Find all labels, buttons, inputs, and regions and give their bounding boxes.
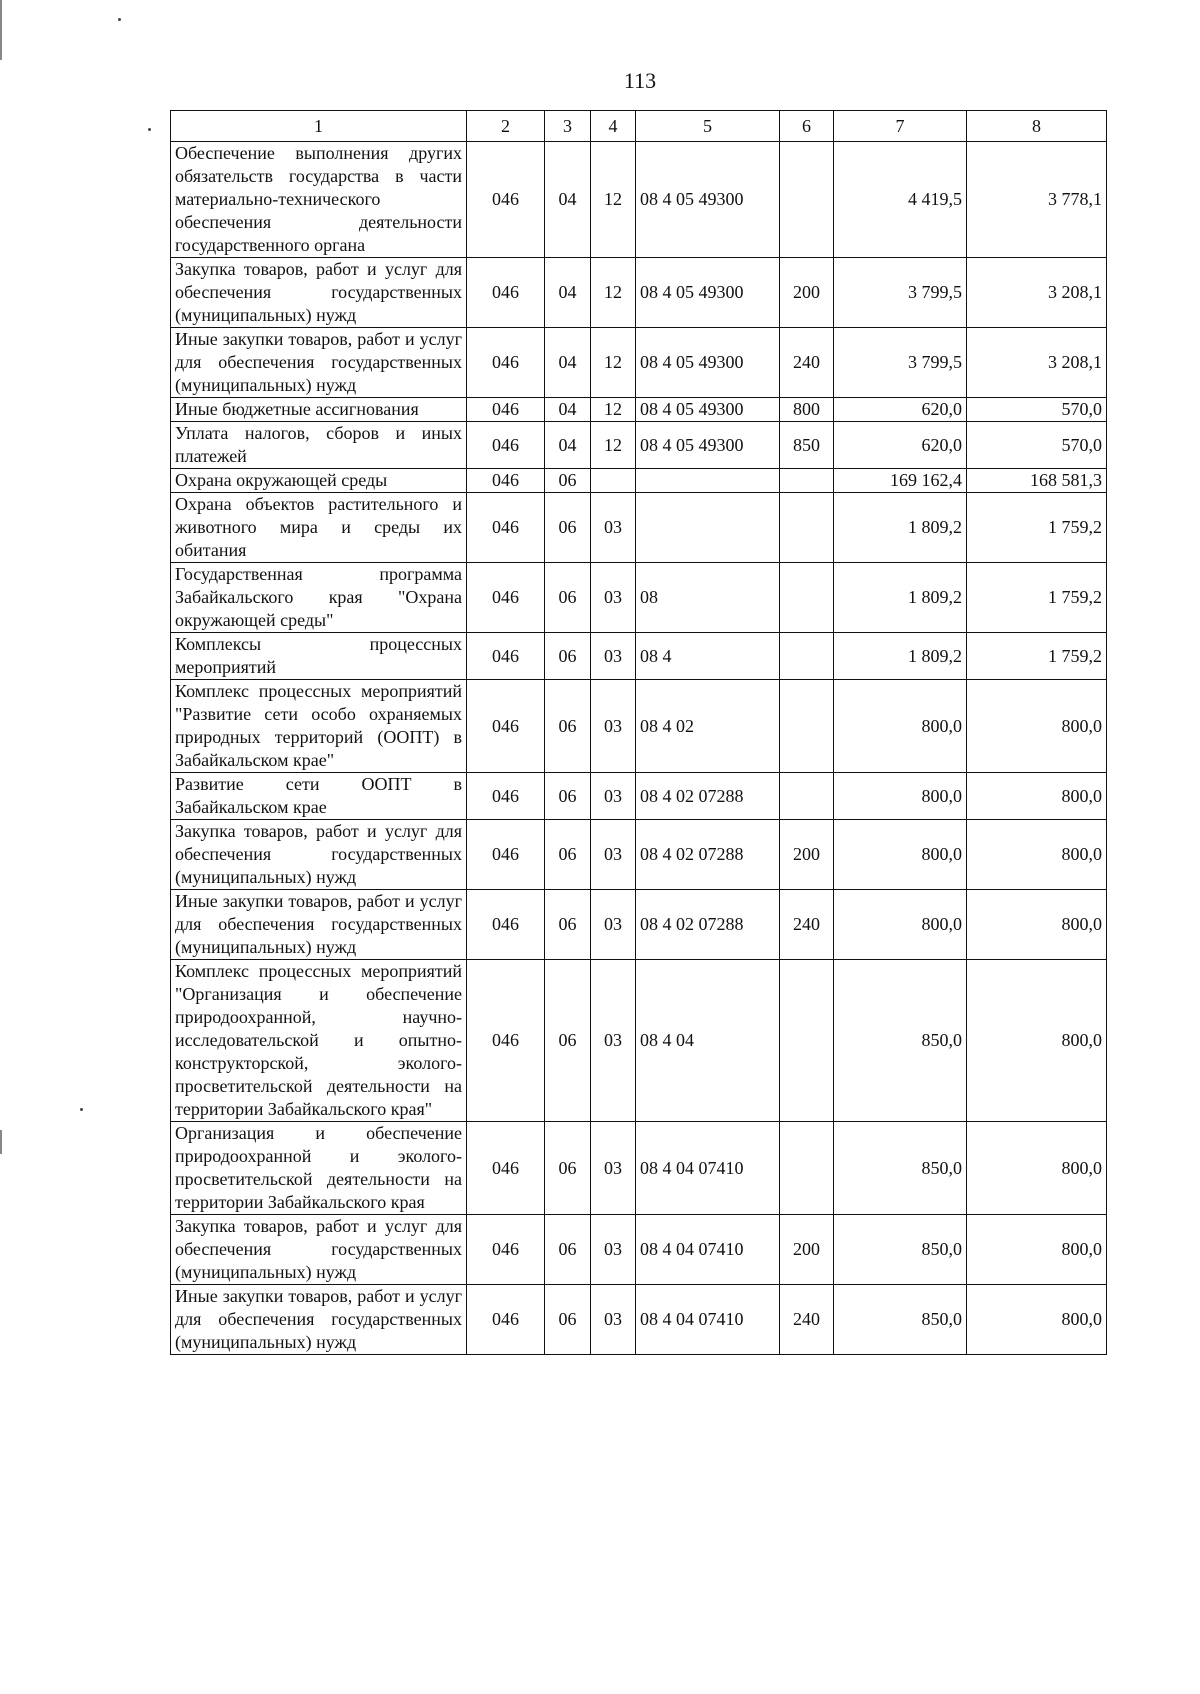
expense-type-cell: 800 (780, 398, 834, 422)
amount-col7-cell: 800,0 (834, 890, 967, 960)
row-name-cell: Организация и обеспечение природоохранной и эколого-просветительской деятельности на территории Забайкальского края (171, 1122, 467, 1215)
table-row (171, 328, 1107, 398)
subsection-code-cell: 03 (591, 1122, 636, 1215)
ved-code-cell: 046 (467, 422, 545, 469)
expense-type-cell (780, 563, 834, 633)
table-row (171, 469, 1107, 493)
subsection-code-cell: 12 (591, 142, 636, 258)
row-name-cell: Комплексы процессных мероприятий (171, 633, 467, 680)
table-row (171, 493, 1107, 563)
scan-edge-mark (0, 1130, 2, 1154)
table-row (171, 1215, 1107, 1285)
row-name-cell: Иные закупки товаров, работ и услуг для обеспечения государственных (муниципальных) нужд (171, 328, 467, 398)
section-code-cell: 04 (545, 258, 591, 328)
ved-code-cell: 046 (467, 680, 545, 773)
table-row (171, 890, 1107, 960)
row-name-cell: Охрана объектов растительного и животного мира и среды их обитания (171, 493, 467, 563)
ved-code-cell: 046 (467, 960, 545, 1122)
scan-speck (80, 1108, 83, 1111)
ved-code-cell: 046 (467, 328, 545, 398)
target-article-cell: 08 4 02 07288 (636, 820, 780, 890)
expense-type-cell (780, 960, 834, 1122)
amount-col7-cell: 850,0 (834, 1122, 967, 1215)
amount-col8-cell: 168 581,3 (967, 469, 1107, 493)
section-code-cell: 06 (545, 1215, 591, 1285)
row-name-cell: Развитие сети ООПТ в Забайкальском крае (171, 773, 467, 820)
section-code-cell: 04 (545, 142, 591, 258)
row-name-cell: Государственная программа Забайкальского края "Охрана окружающей среды" (171, 563, 467, 633)
row-name-cell: Иные закупки товаров, работ и услуг для обеспечения государственных (муниципальных) нужд (171, 890, 467, 960)
subsection-code-cell: 12 (591, 398, 636, 422)
table-row (171, 680, 1107, 773)
amount-col8-cell: 1 759,2 (967, 633, 1107, 680)
header-cell: 7 (834, 111, 967, 142)
row-name-cell: Охрана окружающей среды (171, 469, 467, 493)
table-row (171, 398, 1107, 422)
target-article-cell: 08 4 05 49300 (636, 142, 780, 258)
amount-col7-cell: 620,0 (834, 398, 967, 422)
section-code-cell: 06 (545, 1285, 591, 1355)
expense-type-cell: 240 (780, 890, 834, 960)
ved-code-cell: 046 (467, 142, 545, 258)
target-article-cell (636, 493, 780, 563)
amount-col7-cell: 1 809,2 (834, 563, 967, 633)
subsection-code-cell: 03 (591, 890, 636, 960)
row-name-cell: Комплекс процессных мероприятий "Организация и обеспечение природоохранной, научно-исследовательской и опытно- конструкторской, эколого-просветительской деятельности на территории Забайкальского края" (171, 960, 467, 1122)
header-cell: 3 (545, 111, 591, 142)
subsection-code-cell: 03 (591, 563, 636, 633)
expense-type-cell: 200 (780, 820, 834, 890)
amount-col8-cell: 570,0 (967, 422, 1107, 469)
subsection-code-cell: 12 (591, 422, 636, 469)
section-code-cell: 06 (545, 960, 591, 1122)
table-row (171, 1122, 1107, 1215)
amount-col7-cell: 1 809,2 (834, 633, 967, 680)
ved-code-cell: 046 (467, 1215, 545, 1285)
amount-col8-cell: 800,0 (967, 680, 1107, 773)
table-row (171, 960, 1107, 1122)
header-cell: 1 (171, 111, 467, 142)
amount-col8-cell: 800,0 (967, 773, 1107, 820)
amount-col8-cell: 800,0 (967, 1122, 1107, 1215)
header-cell: 5 (636, 111, 780, 142)
section-code-cell: 06 (545, 680, 591, 773)
ved-code-cell: 046 (467, 633, 545, 680)
amount-col8-cell: 800,0 (967, 960, 1107, 1122)
table-row (171, 820, 1107, 890)
expense-type-cell (780, 1122, 834, 1215)
target-article-cell: 08 4 04 07410 (636, 1122, 780, 1215)
amount-col8-cell: 570,0 (967, 398, 1107, 422)
subsection-code-cell: 03 (591, 680, 636, 773)
section-code-cell: 06 (545, 493, 591, 563)
amount-col8-cell: 800,0 (967, 890, 1107, 960)
table-row (171, 633, 1107, 680)
ved-code-cell: 046 (467, 563, 545, 633)
amount-col7-cell: 3 799,5 (834, 258, 967, 328)
subsection-code-cell: 12 (591, 258, 636, 328)
table-row (171, 258, 1107, 328)
row-name-cell: Закупка товаров, работ и услуг для обеспечения государственных (муниципальных) нужд (171, 820, 467, 890)
target-article-cell (636, 469, 780, 493)
budget-table (170, 110, 1107, 1355)
ved-code-cell: 046 (467, 1285, 545, 1355)
scan-speck (148, 128, 151, 131)
section-code-cell: 06 (545, 890, 591, 960)
ved-code-cell: 046 (467, 890, 545, 960)
amount-col8-cell: 800,0 (967, 1215, 1107, 1285)
target-article-cell: 08 4 02 07288 (636, 890, 780, 960)
section-code-cell: 06 (545, 633, 591, 680)
table-row (171, 422, 1107, 469)
section-code-cell: 04 (545, 398, 591, 422)
expense-type-cell: 200 (780, 258, 834, 328)
table-row (171, 1285, 1107, 1355)
header-row (171, 111, 1107, 142)
header-cell: 4 (591, 111, 636, 142)
ved-code-cell: 046 (467, 493, 545, 563)
expense-type-cell (780, 633, 834, 680)
header-cell: 6 (780, 111, 834, 142)
section-code-cell: 06 (545, 820, 591, 890)
row-name-cell: Уплата налогов, сборов и иных платежей (171, 422, 467, 469)
subsection-code-cell: 03 (591, 1215, 636, 1285)
ved-code-cell: 046 (467, 773, 545, 820)
expense-type-cell (780, 680, 834, 773)
target-article-cell: 08 4 02 (636, 680, 780, 773)
target-article-cell: 08 4 05 49300 (636, 422, 780, 469)
amount-col7-cell: 1 809,2 (834, 493, 967, 563)
ved-code-cell: 046 (467, 820, 545, 890)
scan-edge-mark (0, 0, 2, 60)
row-name-cell: Закупка товаров, работ и услуг для обеспечения государственных (муниципальных) нужд (171, 258, 467, 328)
amount-col8-cell: 3 208,1 (967, 258, 1107, 328)
amount-col8-cell: 3 778,1 (967, 142, 1107, 258)
section-code-cell: 04 (545, 328, 591, 398)
row-name-cell: Комплекс процессных мероприятий "Развитие сети особо охраняемых природных территорий (ООПТ) в Забайкальском крае" (171, 680, 467, 773)
subsection-code-cell: 03 (591, 820, 636, 890)
expense-type-cell (780, 142, 834, 258)
target-article-cell: 08 4 04 07410 (636, 1215, 780, 1285)
row-name-cell: Иные закупки товаров, работ и услуг для обеспечения государственных (муниципальных) нужд (171, 1285, 467, 1355)
amount-col7-cell: 850,0 (834, 1285, 967, 1355)
expense-type-cell: 200 (780, 1215, 834, 1285)
ved-code-cell: 046 (467, 258, 545, 328)
row-name-cell: Закупка товаров, работ и услуг для обеспечения государственных (муниципальных) нужд (171, 1215, 467, 1285)
expense-type-cell: 240 (780, 328, 834, 398)
row-name-cell: Обеспечение выполнения других обязательств государства в части материально-технического обеспечения деятельности государственного органа (171, 142, 467, 258)
table-body (171, 142, 1107, 1355)
amount-col8-cell: 800,0 (967, 1285, 1107, 1355)
amount-col7-cell: 800,0 (834, 773, 967, 820)
subsection-code-cell: 03 (591, 1285, 636, 1355)
amount-col7-cell: 850,0 (834, 960, 967, 1122)
section-code-cell: 04 (545, 422, 591, 469)
ved-code-cell: 046 (467, 1122, 545, 1215)
expense-type-cell: 240 (780, 1285, 834, 1355)
section-code-cell: 06 (545, 469, 591, 493)
amount-col8-cell: 800,0 (967, 820, 1107, 890)
amount-col7-cell: 4 419,5 (834, 142, 967, 258)
section-code-cell: 06 (545, 773, 591, 820)
target-article-cell: 08 4 05 49300 (636, 328, 780, 398)
target-article-cell: 08 (636, 563, 780, 633)
subsection-code-cell: 12 (591, 328, 636, 398)
table-row (171, 563, 1107, 633)
subsection-code-cell: 03 (591, 633, 636, 680)
amount-col7-cell: 850,0 (834, 1215, 967, 1285)
row-name-cell: Иные бюджетные ассигнования (171, 398, 467, 422)
amount-col7-cell: 3 799,5 (834, 328, 967, 398)
target-article-cell: 08 4 04 07410 (636, 1285, 780, 1355)
amount-col7-cell: 169 162,4 (834, 469, 967, 493)
section-code-cell: 06 (545, 563, 591, 633)
expense-type-cell: 850 (780, 422, 834, 469)
ved-code-cell: 046 (467, 398, 545, 422)
amount-col7-cell: 800,0 (834, 680, 967, 773)
amount-col8-cell: 1 759,2 (967, 493, 1107, 563)
target-article-cell: 08 4 04 (636, 960, 780, 1122)
subsection-code-cell: 03 (591, 960, 636, 1122)
amount-col7-cell: 620,0 (834, 422, 967, 469)
target-article-cell: 08 4 (636, 633, 780, 680)
target-article-cell: 08 4 02 07288 (636, 773, 780, 820)
table-row (171, 773, 1107, 820)
amount-col7-cell: 800,0 (834, 820, 967, 890)
expense-type-cell (780, 469, 834, 493)
subsection-code-cell: 03 (591, 493, 636, 563)
amount-col8-cell: 1 759,2 (967, 563, 1107, 633)
section-code-cell: 06 (545, 1122, 591, 1215)
expense-type-cell (780, 493, 834, 563)
page-number: 113 (623, 68, 657, 93)
header-cell: 8 (967, 111, 1107, 142)
target-article-cell: 08 4 05 49300 (636, 398, 780, 422)
subsection-code-cell: 03 (591, 773, 636, 820)
scan-speck (118, 18, 121, 21)
header-cell: 2 (467, 111, 545, 142)
subsection-code-cell (591, 469, 636, 493)
ved-code-cell: 046 (467, 469, 545, 493)
expense-type-cell (780, 773, 834, 820)
table-row (171, 142, 1107, 258)
target-article-cell: 08 4 05 49300 (636, 258, 780, 328)
amount-col8-cell: 3 208,1 (967, 328, 1107, 398)
